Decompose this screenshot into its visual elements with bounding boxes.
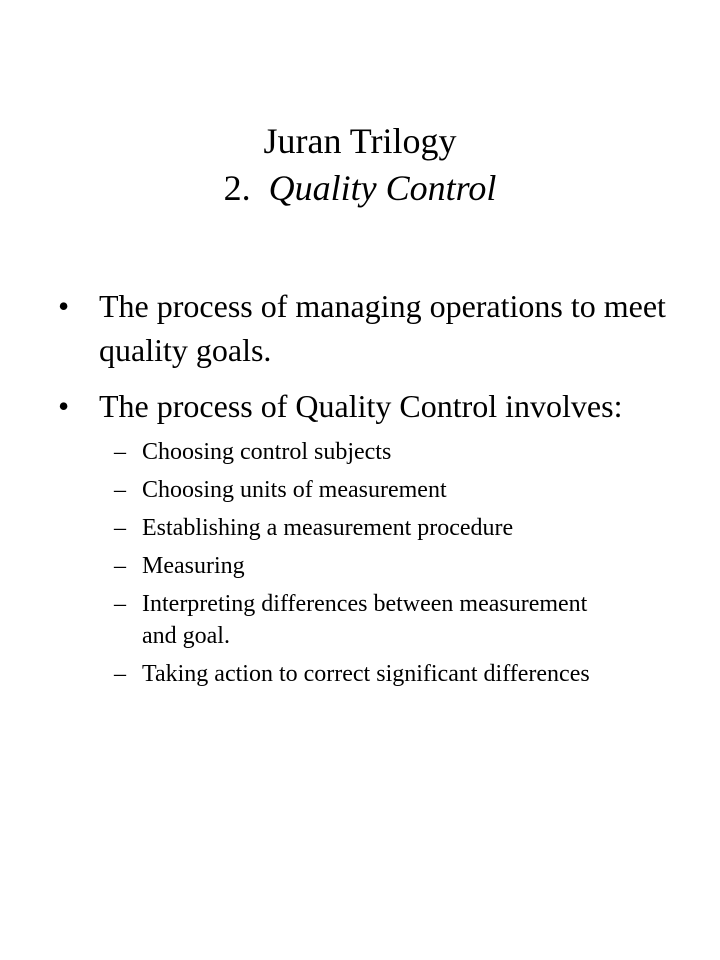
sub-bullet-text: Establishing a measurement procedure: [142, 515, 514, 541]
sub-bullet-text: Taking action to correct significant differences: [142, 661, 590, 687]
sub-bullet-item: [0, 474, 680, 506]
subtitle-text: Quality Control: [268, 168, 497, 208]
bullet-list: [0, 284, 720, 702]
sub-bullet-list: [0, 436, 680, 690]
sub-bullet-text: Measuring: [142, 553, 245, 579]
sub-bullet-marker: –: [114, 591, 126, 617]
slide-title: [0, 118, 720, 212]
bullet-marker: •: [58, 288, 70, 324]
sub-bullet-marker: –: [114, 477, 126, 503]
bullet-marker: •: [58, 388, 70, 424]
sub-bullet-item: [0, 512, 680, 544]
sub-bullet-marker: –: [114, 553, 126, 579]
bullet-item: [0, 384, 720, 690]
subtitle-number: 2.: [223, 168, 251, 208]
sub-bullet-item: [0, 588, 680, 652]
sub-bullet-item: [0, 436, 680, 468]
sub-bullet-text: Choosing control subjects: [142, 439, 392, 465]
bullet-text: The process of Quality Control involves:: [99, 388, 623, 424]
title-subtitle: [0, 165, 720, 212]
sub-bullet-item: [0, 658, 680, 690]
sub-bullet-text: Choosing units of measurement: [142, 477, 447, 503]
sub-bullet-marker: –: [114, 439, 126, 465]
sub-bullet-marker: –: [114, 661, 126, 687]
bullet-text: The process of managing operations to meet quality goals.: [99, 288, 666, 368]
sub-bullet-text: Interpreting differences between measurement and goal.: [142, 591, 588, 649]
sub-bullet-item: [0, 550, 680, 582]
sub-bullet-marker: –: [114, 515, 126, 541]
bullet-item: [0, 284, 720, 372]
title-main: Juran Trilogy: [263, 121, 457, 161]
